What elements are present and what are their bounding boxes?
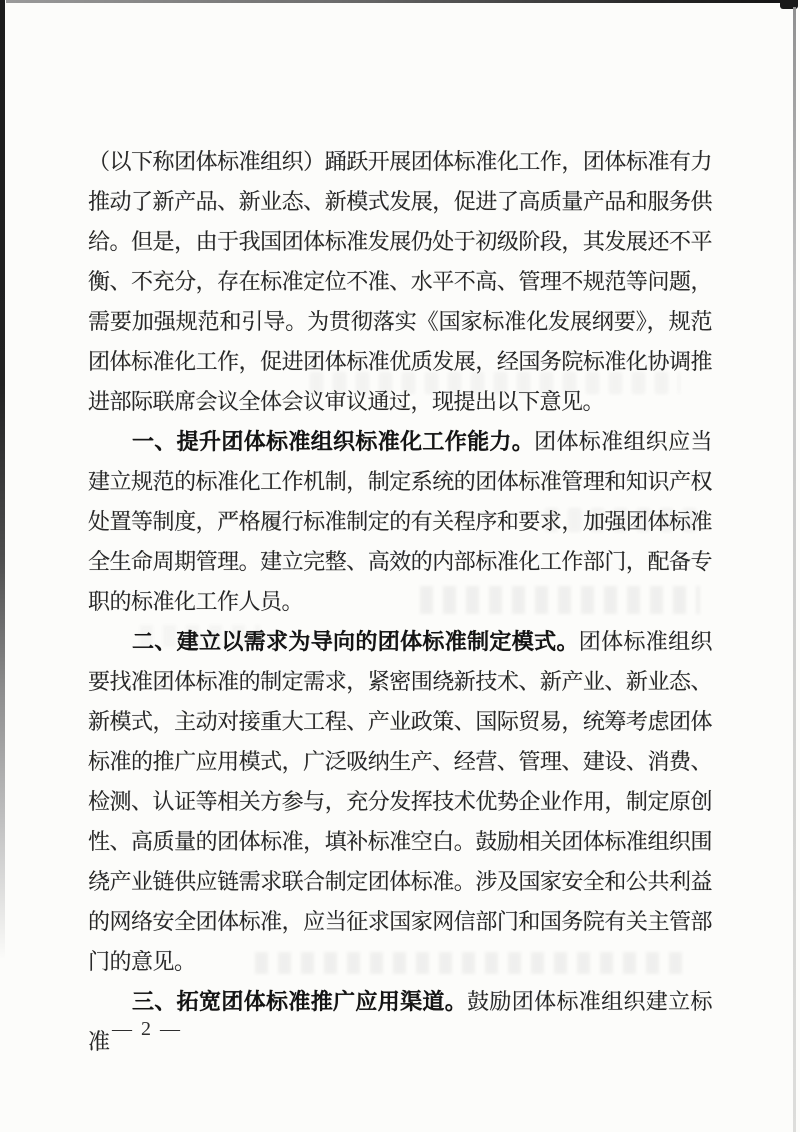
body-text: （以下称团体标准组织）踊跃开展团体标准化工作，团体标准有力推动了新产品、新业态、新模式发展，促进了高质量产品和服务供给。但是，由于我国团体标准发展仍处于初级阶段，其发展还不平衡、不充分，存在标准定位不准、水平不高、管理不规范等问题，需要加强规范和引导。为贯彻落实《国家标准化发展纲要》，规范团体标准化工作，促进团体标准优质发展，经国务院标准化协调推进部际联席会议全体会议审议通过，现提出以下意见。 xyxy=(88,149,712,414)
scan-edge-right xyxy=(793,7,796,1132)
body-text: 团体标准组织要找准团体标准的制定需求，紧密围绕新技术、新产业、新业态、新模式，主动对接重大工程、产业政策、国际贸易，统筹考虑团体标准的推广应用模式，广泛吸纳生产、经营、管理、建设、消费、检测、认证等相关方参与，充分发挥技术优势企业作用，制定原创性、高质量的团体标准，填补标准空白。鼓励相关团体标准组织围绕产业链供应链需求联合制定团体标准。涉及国家安全和公共利益的网络安全团体标准，应当征求国家网信部门和国务院有关主管部门的意见。 xyxy=(88,629,712,974)
page-number: — 2 — xyxy=(112,1018,182,1040)
scan-edge-left xyxy=(0,0,5,960)
body-text: 团体标准组织应当建立规范的标准化工作机制，制定系统的团体标准管理和知识产权处置等制度，严格履行标准制定的有关程序和要求，加强团体标准全生命周期管理。建立完整、高效的内部标准化工作部门，配备专职的标准化工作人员。 xyxy=(88,429,712,614)
body-text: 鼓励团体标准组织建立标准 xyxy=(88,989,712,1054)
document-body xyxy=(88,142,712,1062)
paragraph-section-1 xyxy=(88,422,712,622)
paragraph-section-2 xyxy=(88,622,712,982)
section-1-heading: 一、提升团体标准组织标准化工作能力。 xyxy=(132,429,535,454)
scan-edge-top xyxy=(6,0,796,3)
section-3-heading: 三、拓宽团体标准推广应用渠道。 xyxy=(132,989,468,1014)
section-2-heading: 二、建立以需求为导向的团体标准制定模式。 xyxy=(132,629,579,654)
scan-corner-mark xyxy=(780,0,798,9)
paragraph-continuation xyxy=(88,142,712,422)
